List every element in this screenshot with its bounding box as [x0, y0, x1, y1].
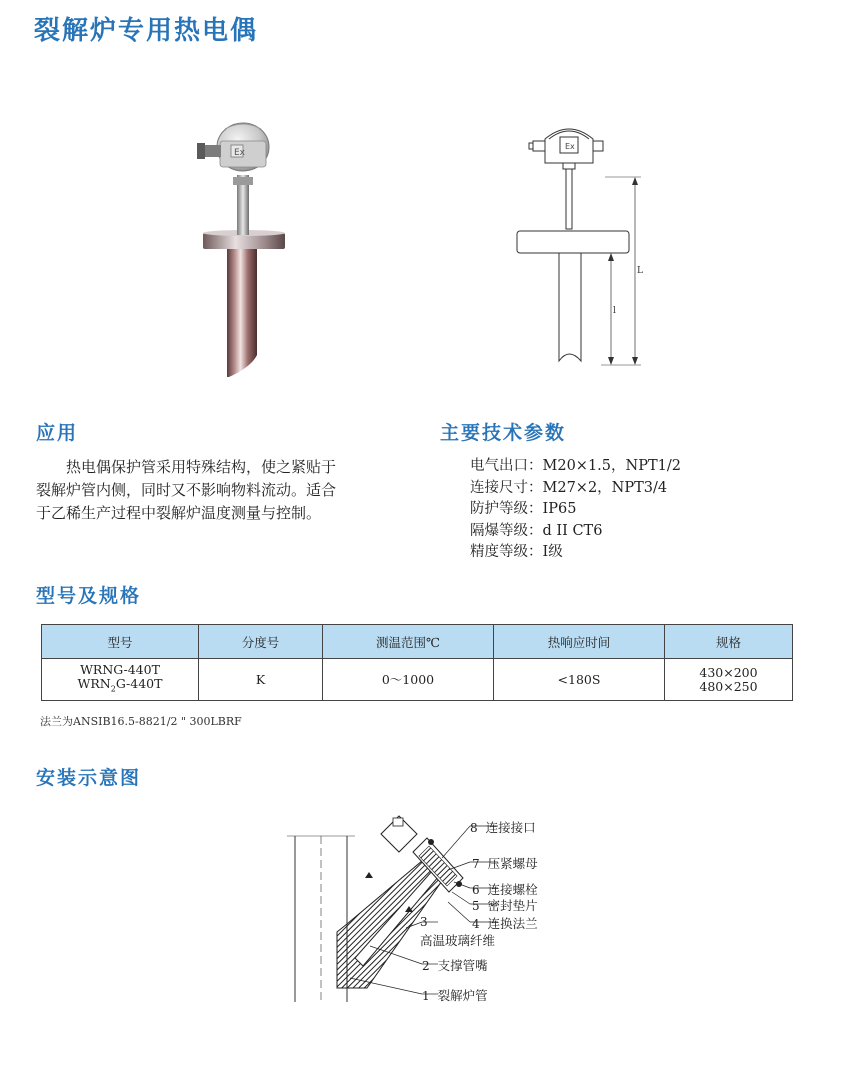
svg-text:Ex: Ex [234, 148, 246, 158]
callout-5: 5 密封垫片 [472, 898, 538, 913]
cell-model: WRNG-440T $WRN_2G-440T$ [42, 659, 199, 701]
page-title: 裂解炉专用热电偶 [34, 16, 259, 46]
callout-3-num: 3 [420, 915, 428, 929]
ex-mark: Ex [565, 142, 575, 151]
callout-4: 4 连换法兰 [472, 916, 538, 931]
application-heading: 应用 [36, 422, 79, 444]
callout-7: 7 压紧螺母 [472, 856, 538, 871]
callout-2: 2 支撑管嘴 [422, 958, 488, 973]
thermocouple-photo [185, 115, 295, 377]
application-line-2: 裂解炉管内侧，同时又不影响物料流动。适合 [36, 481, 337, 499]
install-heading: 安装示意图 [36, 767, 142, 789]
application-line-1: 热电偶保护管采用特殊结构，使之紧贴于 [66, 458, 337, 476]
models-table [41, 624, 793, 701]
tech-spec-connection: 连接尺寸：M27×2，NPT3/4 [470, 479, 668, 496]
table-row [42, 659, 793, 701]
flange-note: 法兰为ANSIB16.5-8821/2 " 300LBRF [40, 715, 242, 728]
application-text [36, 456, 336, 525]
callout-3: 高温玻璃纤维 [420, 933, 496, 948]
header-model: 型号 [42, 625, 199, 659]
cell-range: 0～1000 [323, 659, 494, 701]
header-range: 测温范围℃ [323, 625, 494, 659]
cell-spec: 430×200 480×250 [665, 659, 793, 701]
tech-heading: 主要技术参数 [440, 422, 567, 444]
tech-spec-protection: 防护等级：IP65 [470, 501, 577, 517]
callout-1: 1 裂解炉管 [422, 988, 488, 1003]
tech-spec-list [470, 456, 681, 564]
dimension-drawing [505, 115, 645, 377]
tech-spec-explosion: 隔爆等级：d II CT6 [470, 522, 603, 539]
table-header-row [42, 625, 793, 659]
header-spec: 规格 [665, 625, 793, 659]
tech-spec-electrical: 电气出口：M20×1.5，NPT1/2 [470, 458, 681, 474]
tech-spec-accuracy: 精度等级：I级 [470, 544, 563, 560]
dimension-l: l [613, 306, 616, 316]
application-line-3: 于乙稀生产过程中裂解炉温度测量与控制。 [36, 504, 322, 522]
models-heading: 型号及规格 [36, 585, 142, 607]
dimension-L: L [637, 266, 643, 276]
header-graduation: 分度号 [199, 625, 323, 659]
cell-graduation: K [199, 659, 323, 701]
callout-6: 6 连接螺栓 [472, 882, 538, 897]
callout-8: 8 连接接口 [470, 820, 536, 835]
header-response: 热响应时间 [494, 625, 665, 659]
cell-response: <180S [494, 659, 665, 701]
